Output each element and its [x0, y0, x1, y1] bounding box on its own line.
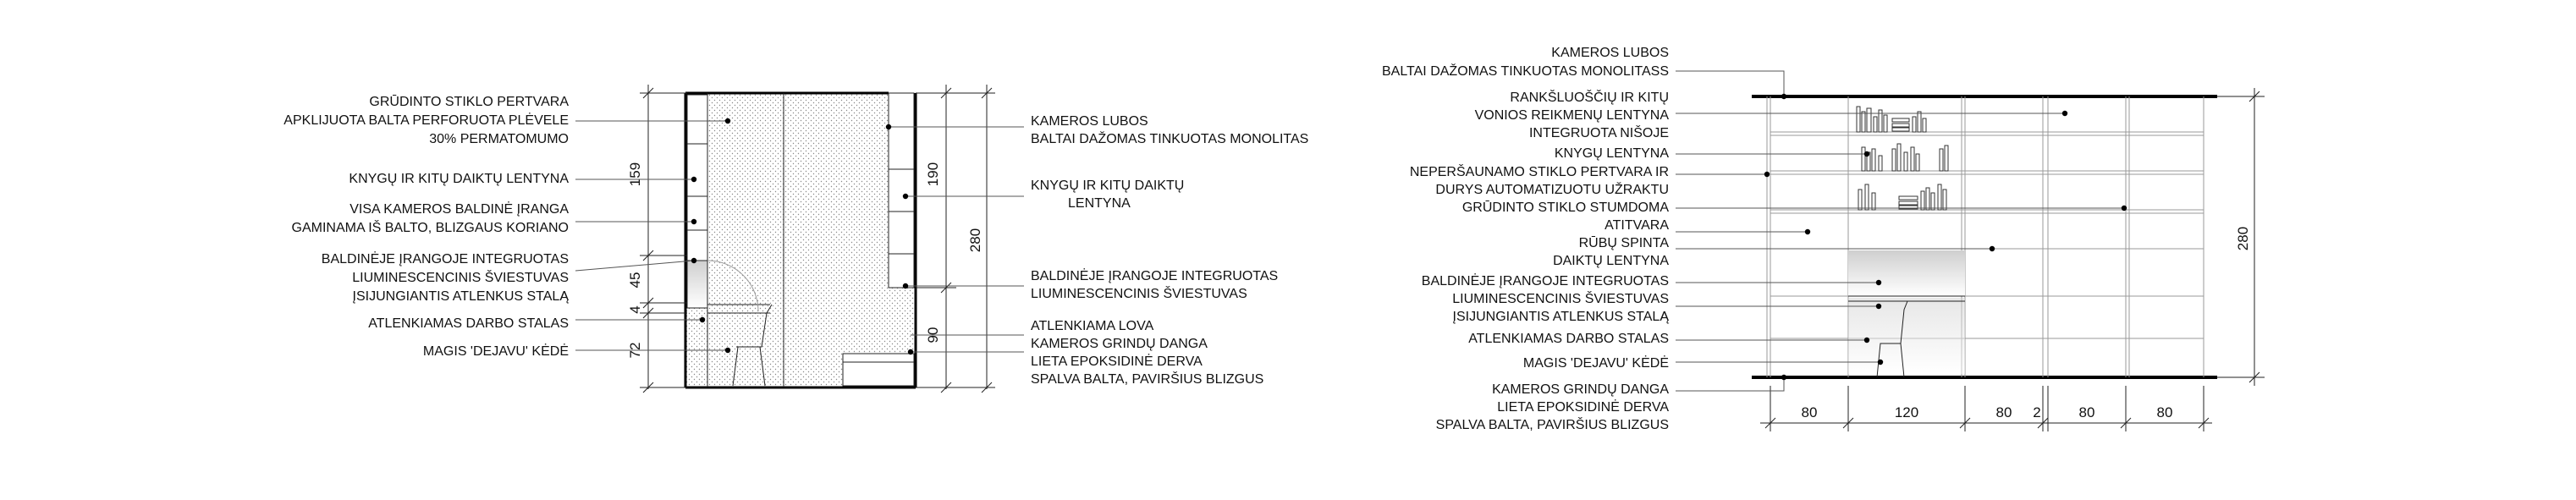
- label-ceiling-2: BALTAI DAŽOMAS TINKUOTAS MONOLITAS: [1031, 132, 1309, 146]
- r-label-ceiling-2: BALTAI DAŽOMAS TINKUOTAS MONOLITASS: [1381, 64, 1669, 79]
- label-glass-partition-2: APKLIJUOTA BALTA PERFORUOTA PLĖVELE: [283, 113, 569, 128]
- dim-right-height-280: 280: [2235, 226, 2251, 251]
- right-bottom-dimension-chain: [1760, 386, 2212, 431]
- label-floor-1: KAMEROS GRINDŲ DANGA: [1031, 337, 1208, 351]
- r-label-towel-1: RANKŠLUOŠČIŲ IR KITŲ: [1510, 91, 1669, 105]
- r-label-towel-3: INTEGRUOTA NIŠOJE: [1528, 126, 1669, 140]
- label-bookshelf: KNYGŲ IR KITŲ DAIKTŲ LENTYNA: [349, 172, 569, 186]
- r-label-floor-1: KAMEROS GRINDŲ DANGA: [1492, 382, 1669, 397]
- left-right-dimension-chains: [916, 85, 995, 393]
- r-label-lamp-1: BALDINĖJE ĮRANGOJE INTEGRUOTAS: [1421, 274, 1669, 288]
- right-shelves: [1770, 132, 2204, 338]
- r-label-partition-1: NEPERŠAUNAMO STIKLO PERTVARA IR: [1409, 165, 1669, 179]
- r-label-towel-2: VONIOS REIKMENŲ LENTYNA: [1474, 108, 1669, 123]
- label-lamp-2: LIUMINESCENCINIS ŠVIESTUVAS: [352, 271, 569, 285]
- right-modules: [1767, 96, 2204, 377]
- r-label-storage: DAIKTŲ LENTYNA: [1553, 254, 1669, 268]
- r-label-partition-2: DURYS AUTOMATIZUOTU UŽRAKTU: [1435, 183, 1669, 197]
- label-chair: MAGIS 'DEJAVU' KĖDĖ: [422, 344, 569, 359]
- dim-bottom-80-a: 80: [1801, 404, 1818, 420]
- r-label-floor-3: SPALVA BALTA, PAVIRŠIUS BLIZGUS: [1435, 418, 1669, 432]
- label-right-lamp-1: BALDINĖJE ĮRANGOJE INTEGRUOTAS: [1031, 269, 1279, 283]
- left-room-outline: [685, 93, 916, 387]
- section-right: [1382, 46, 2265, 432]
- r-label-bookshelf: KNYGŲ LENTYNA: [1554, 146, 1669, 161]
- right-height-dimension: [2217, 88, 2265, 386]
- dim-bottom-80-b: 80: [1995, 404, 2012, 420]
- r-label-floor-2: LIETA EPOKSIDINĖ DERVA: [1497, 400, 1669, 415]
- dim-left-159: 159: [627, 162, 643, 187]
- r-label-chair: MAGIS 'DEJAVU' KĖDĖ: [1522, 356, 1669, 371]
- label-floor-2: LIETA EPOKSIDINĖ DERVA: [1031, 354, 1203, 369]
- dim-right-190: 190: [925, 162, 941, 187]
- label-glass-partition-1: GRŪDINTO STIKLO PERTVARA: [369, 95, 569, 109]
- r-label-ceiling-1: KAMEROS LUBOS: [1551, 46, 1669, 60]
- dim-left-72: 72: [627, 342, 643, 359]
- r-label-desk: ATLENKIAMAS DARBO STALAS: [1468, 332, 1669, 346]
- right-books: [1857, 107, 1948, 210]
- r-label-lamp-2: LIUMINESCENCINIS ŠVIESTUVAS: [1452, 292, 1669, 306]
- label-lamp-1: BALDINĖJE ĮRANGOJE INTEGRUOTAS: [321, 252, 569, 266]
- right-section-labels: [1382, 46, 1669, 432]
- label-shelf-2: LENTYNA: [1068, 196, 1131, 211]
- left-dimension-chain: [627, 85, 687, 393]
- label-right-lamp-2: LIUMINESCENCINIS ŠVIESTUVAS: [1031, 287, 1247, 301]
- label-glass-partition-3: 30% PERMATOMUMO: [429, 132, 569, 146]
- label-ceiling-1: KAMEROS LUBOS: [1031, 114, 1148, 129]
- r-label-lamp-3: ĮSIJUNGIANTIS ATLENKUS STALĄ: [1452, 310, 1669, 324]
- dim-bottom-80-c: 80: [2078, 404, 2095, 420]
- dim-bottom-2: 2: [2033, 404, 2041, 420]
- label-bed: ATLENKIAMA LOVA: [1031, 319, 1154, 333]
- r-label-sliding-2: ATITVARA: [1604, 218, 1669, 233]
- label-furniture-1: VISA KAMEROS BALDINĖ ĮRANGA: [350, 202, 569, 217]
- dim-bottom-80-d: 80: [2156, 404, 2173, 420]
- left-section-left-labels: [283, 94, 569, 359]
- section-left: [283, 85, 1308, 393]
- dim-bottom-120: 120: [1894, 404, 1919, 420]
- label-shelf-1: KNYGŲ IR KITŲ DAIKTŲ: [1031, 179, 1185, 193]
- label-furniture-2: GAMINAMA IŠ BALTO, BLIZGAUS KORIANO: [291, 221, 569, 235]
- dim-right-280: 280: [967, 228, 983, 253]
- label-floor-3: SPALVA BALTA, PAVIRŠIUS BLIZGUS: [1031, 372, 1264, 387]
- dim-left-45: 45: [627, 272, 643, 288]
- r-label-wardrobe: RŪBŲ SPINTA: [1578, 236, 1669, 250]
- left-section-right-labels: [1031, 114, 1308, 387]
- dim-right-90: 90: [925, 327, 941, 343]
- right-desk-area: [1848, 250, 1965, 374]
- dim-left-4: 4: [627, 305, 643, 314]
- label-desk: ATLENKIAMAS DARBO STALAS: [368, 316, 569, 331]
- r-label-sliding-1: GRŪDINTO STIKLO STUMDOMA: [1461, 201, 1669, 215]
- label-lamp-3: ĮSIJUNGIANTIS ATLENKUS STALĄ: [352, 289, 569, 304]
